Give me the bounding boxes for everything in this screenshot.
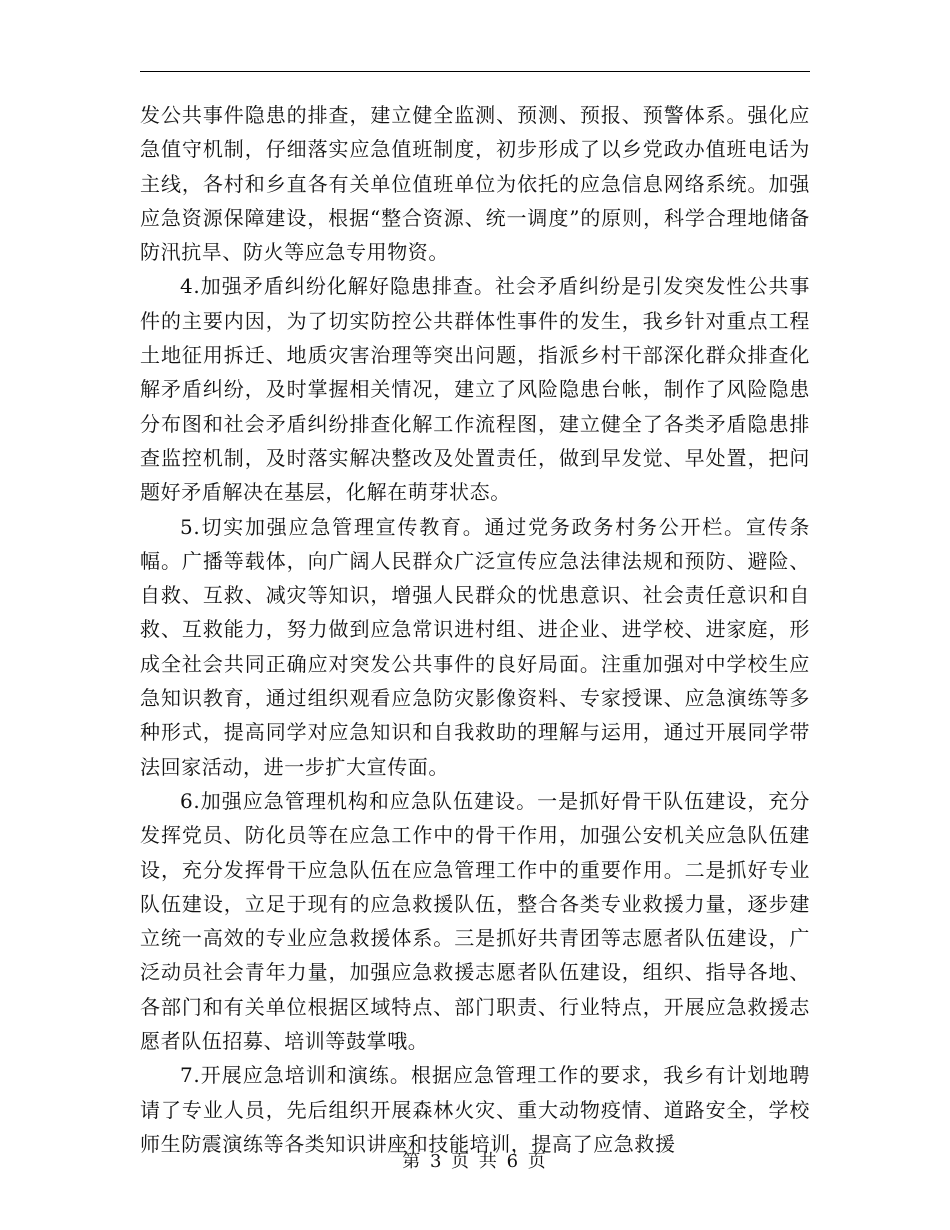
paragraph-item-4: 4.加强矛盾纠纷化解好隐患排查。社会矛盾纠纷是引发突发性公共事件的主要内因，为了切实防控公共群体性事件的发生，我乡针对重点工程土地征用拆迁、地质灾害治理等突出问题，指派乡村干部深化群众排查化解矛盾纠纷，及时掌握相关情况，建立了风险隐患台帐，制作了风险隐患分布图和社会矛盾纠纷排查化解工作流程图，建立健全了各类矛盾隐患排查监控机制，及时落实解决整改及处置责任，做到早发觉、早处置，把问题好矛盾解决在基层，化解在萌芽状态。 bbox=[140, 274, 810, 505]
page-number-footer: 第 3 页 共 6 页 bbox=[402, 1151, 548, 1172]
paragraph-item-5: 5.切实加强应急管理宣传教育。通过党务政务村务公开栏。宣传条幅。广播等载体，向广阔人民群众广泛宣传应急法律法规和预防、避险、自救、互救、减灾等知识，增强人民群众的忧患意识、社会责任意识和自救、互救能力，努力做到应急常识进村组、进企业、进学校、进家庭，形成全社会共同正确应对突发公共事件的良好局面。注重加强对中学校生应急知识教育，通过组织观看应急防灾影像资料、专家授课、应急演练等多种形式，提高同学对应急知识和自我救助的理解与运用，通过开展同学带法回家活动，进一步扩大宣传面。 bbox=[140, 514, 810, 779]
paragraph-item-7: 7.开展应急培训和演练。根据应急管理工作的要求，我乡有计划地聘请了专业人员，先后组织开展森林火灾、重大动物疫情、道路安全，学校师生防震演练等各类知识讲座和技能培训，提高了应急救援 bbox=[140, 1063, 810, 1156]
paragraph-continuation: 发公共事件隐患的排查，建立健全监测、预测、预报、预警体系。强化应急值守机制，仔细落实应急值班制度，初步形成了以乡党政办值班电话为主线，各村和乡直各有关单位值班单位为依托的应急信息网络系统。加强应急资源保障建设，根据“整合资源、统一调度”的原则，科学合理地储备防汛抗旱、防火等应急专用物资。 bbox=[140, 103, 810, 265]
paragraph-item-6: 6.加强应急管理机构和应急队伍建设。一是抓好骨干队伍建设，充分发挥党员、防化员等在应急工作中的骨干作用，加强公安机关应急队伍建设，充分发挥骨干应急队伍在应急管理工作中的重要作用。二是抓好专业队伍建设，立足于现有的应急救援队伍，整合各类专业救援力量，逐步建立统一高效的专业应急救援体系。三是抓好共青团等志愿者队伍建设，广泛动员社会青年力量，加强应急救援志愿者队伍建设，组织、指导各地、各部门和有关单位根据区域特点、部门职责、行业特点，开展应急救援志愿者队伍招募、培训等鼓掌哦。 bbox=[140, 788, 810, 1054]
document-body bbox=[140, 98, 810, 1161]
header-rule bbox=[140, 71, 810, 72]
